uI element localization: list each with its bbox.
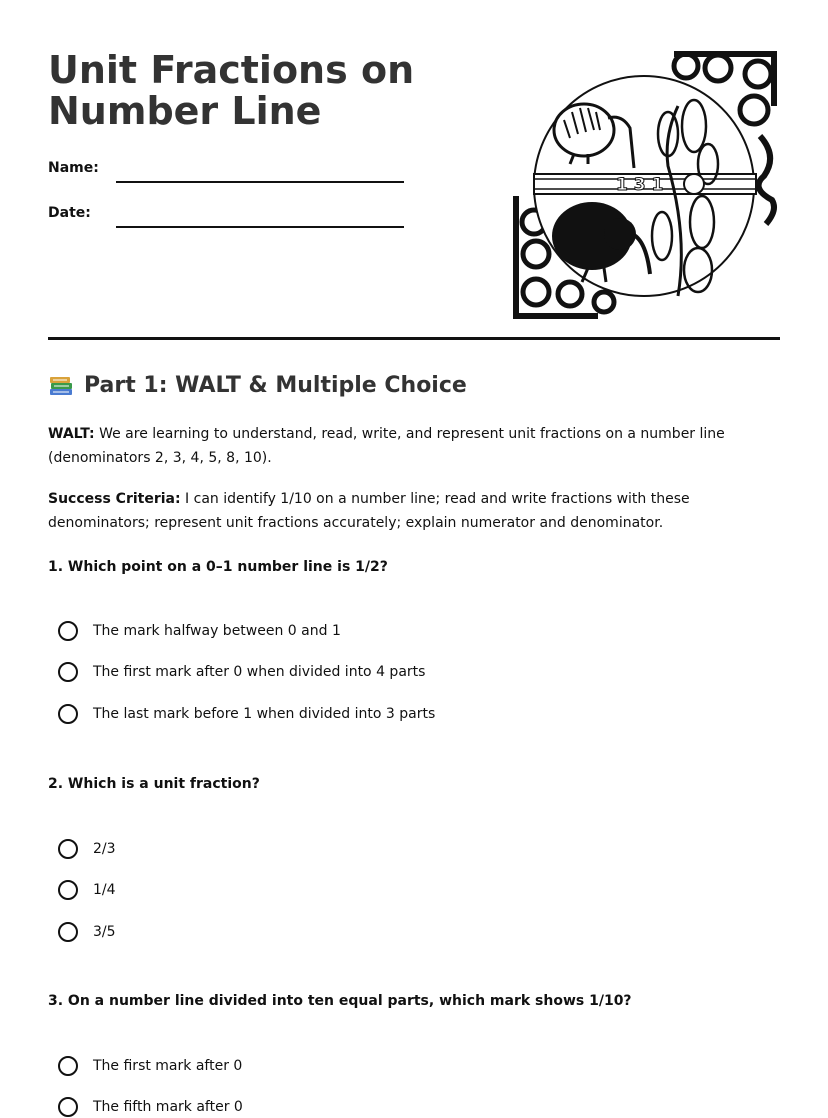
option-label: 3/5 — [93, 924, 116, 940]
radio-button[interactable] — [58, 880, 78, 900]
date-label: Date: — [48, 205, 91, 221]
date-field-line[interactable] — [116, 226, 404, 228]
radio-button[interactable] — [58, 922, 78, 942]
question-2: 2. Which is a unit fraction? — [48, 776, 260, 792]
option-label: The first mark after 0 — [93, 1058, 243, 1074]
question-1: 1. Which point on a 0–1 number line is 1/2? — [48, 559, 388, 575]
radio-button[interactable] — [58, 621, 78, 641]
radio-button[interactable] — [58, 1056, 78, 1076]
option-label: 1/4 — [93, 882, 116, 898]
kiwi-emblem-logo — [508, 46, 782, 320]
option-label: The last mark before 1 when divided into 3 parts — [93, 706, 436, 722]
success-criteria-text: I can identify 1/10 on a number line; read and write fractions with these denominators; represent unit fractions accurately; explain numerator and denominator. — [48, 491, 690, 531]
part1-heading — [48, 372, 467, 398]
walt-label: WALT: — [48, 426, 95, 442]
radio-button[interactable] — [58, 662, 78, 682]
page-title: Unit Fractions on Number Line — [48, 48, 415, 133]
q2-option-a[interactable] — [58, 839, 116, 859]
books-icon — [48, 372, 74, 398]
section-divider — [48, 337, 780, 340]
q2-option-c[interactable] — [58, 922, 116, 942]
name-label: Name: — [48, 160, 99, 176]
q3-option-a[interactable] — [58, 1056, 242, 1076]
part1-heading-text: Part 1: WALT & Multiple Choice — [84, 372, 467, 398]
q1-option-a[interactable] — [58, 621, 341, 641]
logo-number: 1 3 1 — [616, 175, 664, 195]
q1-option-c[interactable] — [58, 704, 435, 724]
question-3: 3. On a number line divided into ten equal parts, which mark shows 1/10? — [48, 993, 632, 1009]
radio-button[interactable] — [58, 1097, 78, 1117]
option-label: The first mark after 0 when divided into 4 parts — [93, 664, 426, 680]
success-criteria-label: Success Criteria: — [48, 491, 181, 507]
option-label: 2/3 — [93, 841, 116, 857]
option-label: The fifth mark after 0 — [93, 1099, 243, 1115]
name-field-line[interactable] — [116, 181, 404, 183]
radio-button[interactable] — [58, 704, 78, 724]
q1-option-b[interactable] — [58, 662, 425, 682]
walt-text: We are learning to understand, read, write, and represent unit fractions on a number line (denominators 2, 3, 4, 5, 8, 10). — [48, 426, 725, 466]
option-label: The mark halfway between 0 and 1 — [93, 623, 341, 639]
radio-button[interactable] — [58, 839, 78, 859]
walt-paragraph — [48, 422, 788, 470]
q2-option-b[interactable] — [58, 880, 116, 900]
q3-option-b[interactable] — [58, 1097, 243, 1117]
success-criteria-paragraph — [48, 487, 788, 535]
